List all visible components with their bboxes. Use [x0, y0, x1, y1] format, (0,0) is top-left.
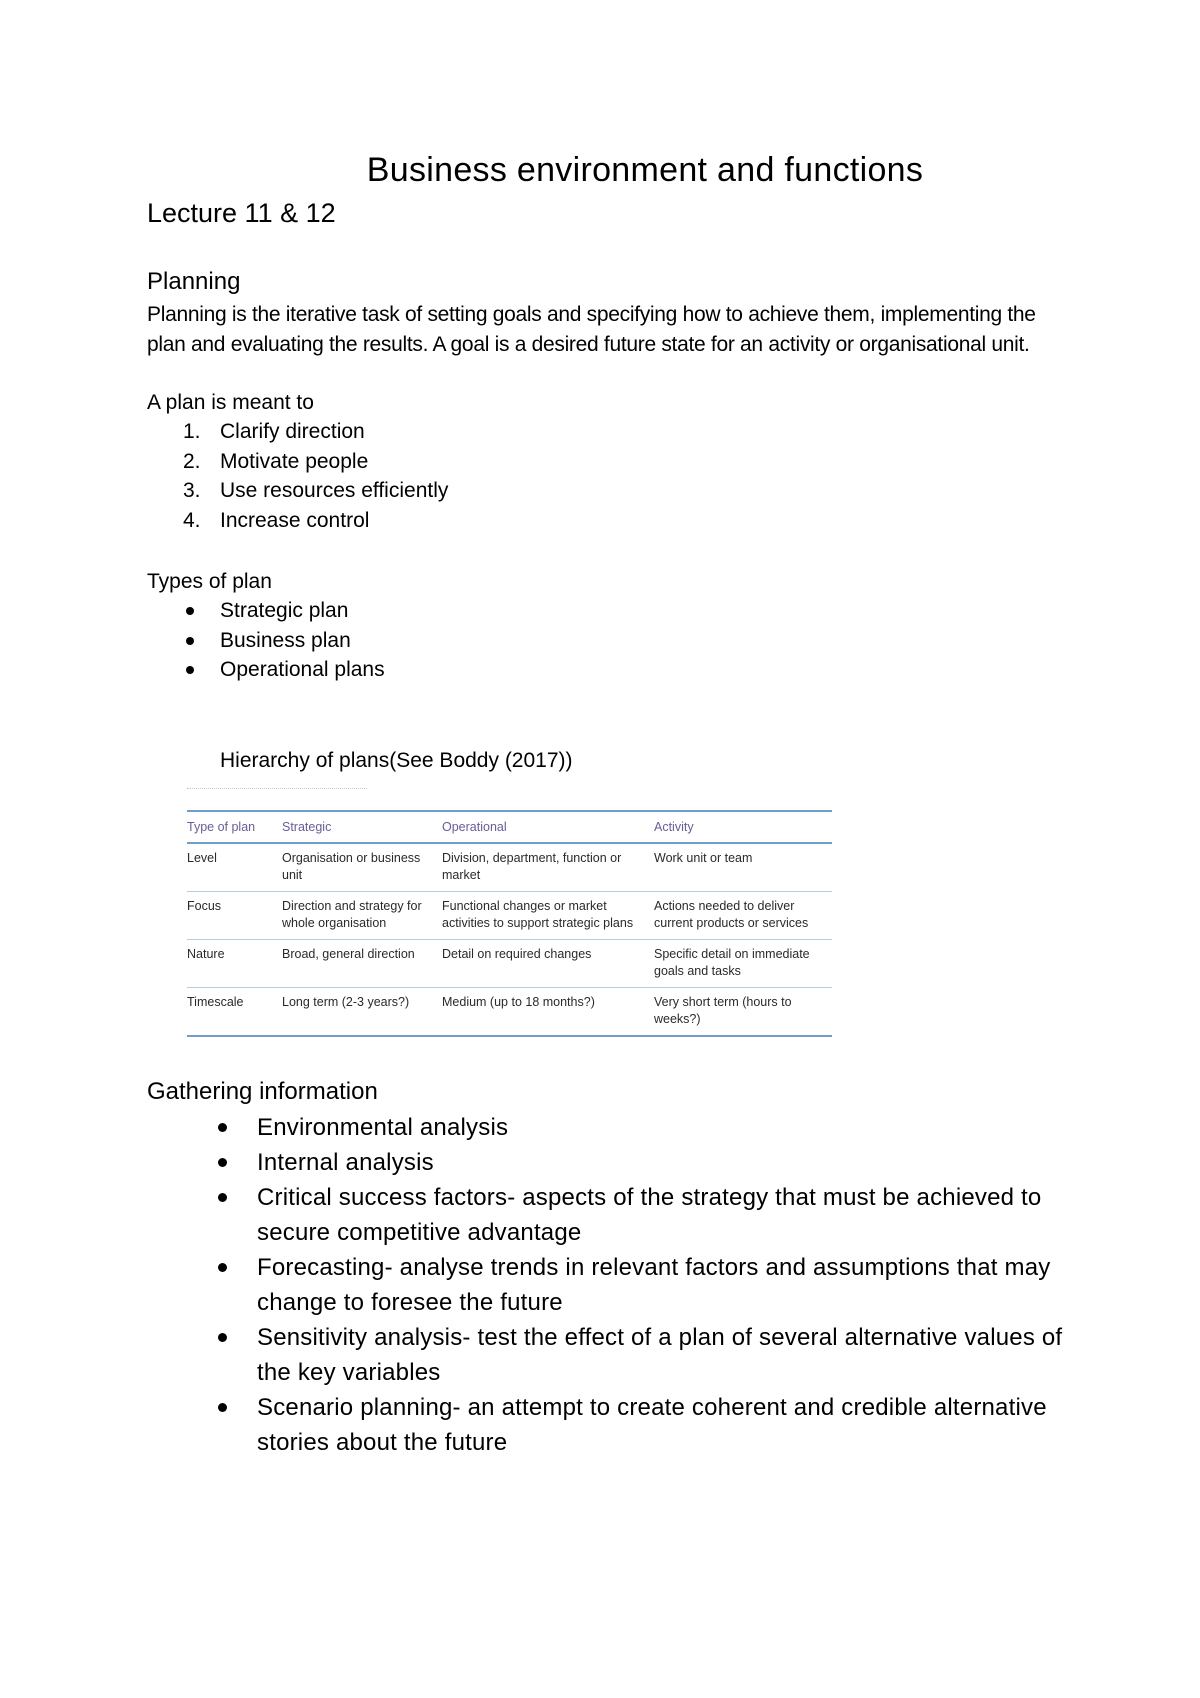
- bullet-icon: [186, 637, 194, 645]
- list-item: [147, 476, 448, 506]
- document-title: Business environment and functions: [366, 151, 924, 189]
- list-number: 3.: [183, 479, 201, 502]
- column-header: Strategic: [282, 811, 442, 843]
- list-number: 4.: [183, 508, 201, 532]
- gathering-list: [147, 1110, 1077, 1460]
- bullet-icon: [186, 666, 194, 674]
- list-item: [147, 1320, 1077, 1390]
- list-item: [147, 1390, 1077, 1460]
- bullet-icon: [218, 1333, 227, 1342]
- planning-heading: Planning: [147, 268, 241, 295]
- table-cell: Specific detail on immediate goals and tasks: [654, 940, 832, 988]
- list-item-text: Strategic plan: [220, 599, 349, 622]
- bullet-icon: [186, 607, 194, 615]
- table-header-row: [187, 811, 832, 843]
- planning-paragraph: Planning is the iterative task of setting goals and specifying how to achieve them, implementing the plan and evaluating the results. A goal is a desired future state for an activity or organisational unit.: [147, 303, 1036, 356]
- table-cell: Organisation or business unit: [282, 843, 442, 892]
- list-item-text: Critical success factors- aspects of the strategy that must be achieved to secure competitive advantage: [257, 1184, 1042, 1246]
- table-cell: Focus: [187, 892, 282, 940]
- table-cell: Actions needed to deliver current products or services: [654, 892, 832, 940]
- list-item: [147, 1145, 1077, 1180]
- hierarchy-table-image: [187, 788, 832, 1038]
- table-row: [187, 843, 832, 892]
- list-item-text: Environmental analysis: [257, 1114, 509, 1141]
- bullet-icon: [218, 1123, 227, 1132]
- list-item-text: Operational plans: [220, 658, 385, 681]
- list-item-text: Business plan: [220, 628, 351, 652]
- table-cell: Broad, general direction: [282, 940, 442, 988]
- list-item: [147, 1180, 1077, 1250]
- list-item: [147, 506, 448, 536]
- list-item: [147, 1110, 1077, 1145]
- column-header: Type of plan: [187, 811, 282, 843]
- list-number: 2.: [183, 449, 201, 473]
- table-row: [187, 988, 832, 1037]
- table-cell: Long term (2-3 years?): [282, 988, 442, 1037]
- list-item: [147, 655, 385, 685]
- bullet-icon: [218, 1158, 227, 1167]
- list-item-text: Clarify direction: [220, 420, 365, 443]
- list-item: [147, 596, 385, 626]
- table-cell: Work unit or team: [654, 843, 832, 892]
- bullet-icon: [218, 1263, 227, 1272]
- table-cell: Timescale: [187, 988, 282, 1037]
- table-cell: Division, department, function or market: [442, 843, 654, 892]
- document-subtitle: Lecture 11 & 12: [147, 198, 336, 228]
- list-item: [147, 626, 385, 656]
- list-item: [147, 417, 448, 447]
- plan-types-intro: Types of plan: [147, 570, 272, 593]
- table-cell: Level: [187, 843, 282, 892]
- table-cell: Medium (up to 18 months?): [442, 988, 654, 1037]
- list-item-text: Increase control: [220, 508, 370, 532]
- column-header: Activity: [654, 811, 832, 843]
- list-item-text: Internal analysis: [257, 1149, 434, 1176]
- table-cell: Functional changes or market activities to support strategic plans: [442, 892, 654, 940]
- list-item: [147, 1250, 1077, 1320]
- table-cell: Very short term (hours to weeks?): [654, 988, 832, 1037]
- list-item: [147, 447, 448, 477]
- table-row: [187, 940, 832, 988]
- list-item-text: Scenario planning- an attempt to create coherent and credible alternative stories about the future: [257, 1394, 1047, 1456]
- plan-types-list: [147, 596, 385, 685]
- table-cell: Direction and strategy for whole organisation: [282, 892, 442, 940]
- faint-divider: [187, 788, 367, 793]
- list-number: 1.: [183, 420, 201, 443]
- bullet-icon: [218, 1403, 227, 1412]
- gathering-heading: Gathering information: [147, 1078, 378, 1105]
- plan-purpose-list: [147, 417, 448, 535]
- table-cell: Detail on required changes: [442, 940, 654, 988]
- list-item-text: Use resources efficiently: [220, 479, 449, 502]
- list-item-text: Sensitivity analysis- test the effect of a plan of several alternative values of the key variables: [257, 1324, 1063, 1386]
- list-item-text: Forecasting- analyse trends in relevant factors and assumptions that may change to foresee the future: [257, 1254, 1051, 1316]
- table-row: [187, 892, 832, 940]
- list-item-text: Motivate people: [220, 449, 369, 473]
- bullet-icon: [218, 1193, 227, 1202]
- plan-purpose-intro: A plan is meant to: [147, 391, 314, 414]
- column-header: Operational: [442, 811, 654, 843]
- hierarchy-table: [187, 810, 832, 1037]
- table-cell: Nature: [187, 940, 282, 988]
- hierarchy-caption: Hierarchy of plans(See Boddy (2017)): [220, 749, 573, 772]
